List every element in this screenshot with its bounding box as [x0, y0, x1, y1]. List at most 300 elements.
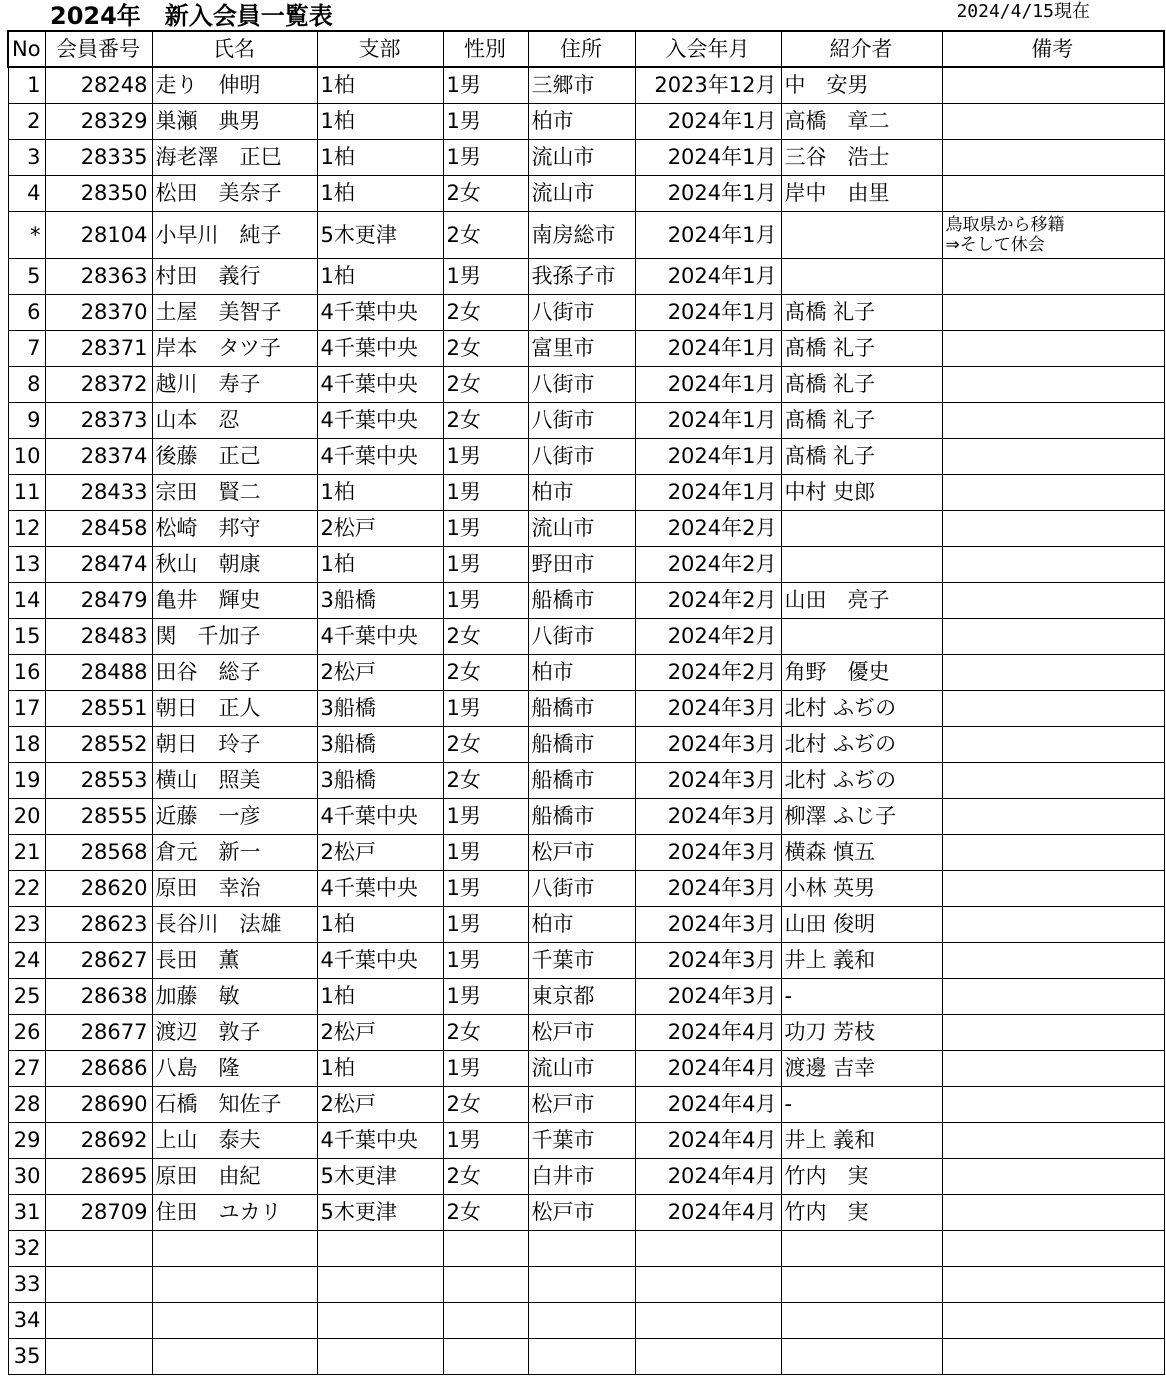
cell-address: 千葉市 — [528, 943, 635, 979]
table-row — [8, 67, 1164, 104]
cell-member-id: 28458 — [45, 511, 152, 547]
cell-referrer: 三谷 浩士 — [781, 140, 942, 176]
cell-member-id: 28372 — [45, 367, 152, 403]
cell-note — [942, 835, 1164, 871]
table-row — [8, 1123, 1164, 1159]
cell-referrer — [781, 511, 942, 547]
cell-name: 石橋 知佐子 — [152, 1087, 317, 1123]
cell-address: 八街市 — [528, 295, 635, 331]
cell-branch: 2松戸 — [317, 511, 443, 547]
cell-joined: 2023年12月 — [635, 67, 781, 104]
cell-referrer — [781, 1303, 942, 1339]
cell-note — [942, 176, 1164, 212]
cell-joined: 2024年2月 — [635, 619, 781, 655]
cell-gender: 2女 — [443, 763, 528, 799]
cell-branch: 1柏 — [317, 140, 443, 176]
table-row — [8, 1303, 1164, 1339]
cell-name: 越川 寿子 — [152, 367, 317, 403]
cell-note — [942, 403, 1164, 439]
cell-branch: 4千葉中央 — [317, 295, 443, 331]
cell-name: 海老澤 正巳 — [152, 140, 317, 176]
table-row — [8, 619, 1164, 655]
table-body — [8, 67, 1164, 1375]
cell-gender: 1男 — [443, 140, 528, 176]
cell-gender — [443, 1267, 528, 1303]
cell-note — [942, 583, 1164, 619]
cell-name: 上山 泰夫 — [152, 1123, 317, 1159]
cell-gender: 1男 — [443, 547, 528, 583]
cell-referrer: 北村 ふぢの — [781, 691, 942, 727]
cell-note — [942, 67, 1164, 104]
cell-joined: 2024年1月 — [635, 259, 781, 295]
column-header-member-id: 会員番号 — [45, 31, 152, 67]
cell-referrer: 北村 ふぢの — [781, 727, 942, 763]
cell-joined: 2024年2月 — [635, 655, 781, 691]
cell-address — [528, 1339, 635, 1375]
cell-joined — [635, 1339, 781, 1375]
cell-referrer — [781, 212, 942, 259]
table-row — [8, 1339, 1164, 1375]
cell-member-id: 28552 — [45, 727, 152, 763]
cell-no: 8 — [8, 367, 45, 403]
cell-member-id: 28692 — [45, 1123, 152, 1159]
cell-joined: 2024年1月 — [635, 140, 781, 176]
cell-joined: 2024年2月 — [635, 547, 781, 583]
cell-no: 30 — [8, 1159, 45, 1195]
cell-no: 17 — [8, 691, 45, 727]
cell-branch: 4千葉中央 — [317, 799, 443, 835]
cell-note — [942, 259, 1164, 295]
cell-referrer — [781, 259, 942, 295]
cell-branch: 2松戸 — [317, 1015, 443, 1051]
table-row — [8, 907, 1164, 943]
cell-no: 6 — [8, 295, 45, 331]
cell-referrer: 山田 亮子 — [781, 583, 942, 619]
cell-referrer: 井上 義和 — [781, 1123, 942, 1159]
cell-name: 秋山 朝康 — [152, 547, 317, 583]
cell-member-id: 28433 — [45, 475, 152, 511]
cell-member-id: 28551 — [45, 691, 152, 727]
cell-branch — [317, 1231, 443, 1267]
cell-address: 白井市 — [528, 1159, 635, 1195]
cell-gender: 1男 — [443, 979, 528, 1015]
cell-address: 八街市 — [528, 439, 635, 475]
cell-name: 巣瀬 典男 — [152, 104, 317, 140]
cell-name: 宗田 賢二 — [152, 475, 317, 511]
cell-joined: 2024年4月 — [635, 1195, 781, 1231]
column-header-address: 住所 — [528, 31, 635, 67]
cell-gender: 1男 — [443, 439, 528, 475]
cell-gender: 1男 — [443, 104, 528, 140]
cell-referrer: 竹内 実 — [781, 1159, 942, 1195]
cell-joined: 2024年3月 — [635, 907, 781, 943]
cell-branch: 4千葉中央 — [317, 1123, 443, 1159]
table-row — [8, 475, 1164, 511]
cell-name: 近藤 一彦 — [152, 799, 317, 835]
table-row — [8, 979, 1164, 1015]
cell-member-id: 28553 — [45, 763, 152, 799]
cell-address: 松戸市 — [528, 1087, 635, 1123]
cell-gender: 2女 — [443, 1159, 528, 1195]
cell-name: 横山 照美 — [152, 763, 317, 799]
cell-gender: 2女 — [443, 176, 528, 212]
cell-member-id: 28363 — [45, 259, 152, 295]
cell-address: 八街市 — [528, 403, 635, 439]
cell-note — [942, 295, 1164, 331]
cell-name — [152, 1231, 317, 1267]
cell-gender: 1男 — [443, 943, 528, 979]
table-row — [8, 943, 1164, 979]
cell-member-id: 28479 — [45, 583, 152, 619]
cell-note — [942, 1051, 1164, 1087]
cell-referrer: 横森 慎五 — [781, 835, 942, 871]
page-title: 2024年 新入会員一覧表 — [50, 2, 333, 30]
table-row — [8, 583, 1164, 619]
cell-joined: 2024年3月 — [635, 835, 781, 871]
cell-member-id: 28690 — [45, 1087, 152, 1123]
cell-branch: 1柏 — [317, 907, 443, 943]
cell-address: 船橋市 — [528, 799, 635, 835]
column-header-name: 氏名 — [152, 31, 317, 67]
cell-member-id: 28568 — [45, 835, 152, 871]
cell-no: 18 — [8, 727, 45, 763]
cell-gender: 2女 — [443, 295, 528, 331]
cell-referrer: 岸中 由里 — [781, 176, 942, 212]
cell-name: 土屋 美智子 — [152, 295, 317, 331]
cell-gender: 2女 — [443, 655, 528, 691]
cell-no: 23 — [8, 907, 45, 943]
cell-member-id: 28374 — [45, 439, 152, 475]
cell-name: 小早川 純子 — [152, 212, 317, 259]
cell-gender: 2女 — [443, 212, 528, 259]
cell-gender: 2女 — [443, 367, 528, 403]
cell-member-id: 28371 — [45, 331, 152, 367]
cell-address: 流山市 — [528, 511, 635, 547]
cell-referrer: 井上 義和 — [781, 943, 942, 979]
cell-address: 松戸市 — [528, 1195, 635, 1231]
cell-address: 東京都 — [528, 979, 635, 1015]
cell-joined: 2024年4月 — [635, 1051, 781, 1087]
cell-member-id: 28627 — [45, 943, 152, 979]
cell-gender: 1男 — [443, 1123, 528, 1159]
cell-gender: 2女 — [443, 727, 528, 763]
cell-member-id: 28677 — [45, 1015, 152, 1051]
cell-referrer: 渡邊 吉幸 — [781, 1051, 942, 1087]
column-header-no: No — [8, 31, 45, 67]
table-row — [8, 871, 1164, 907]
cell-branch: 1柏 — [317, 547, 443, 583]
table-row — [8, 1051, 1164, 1087]
cell-note — [942, 511, 1164, 547]
cell-name: 山本 忍 — [152, 403, 317, 439]
cell-name: 関 千加子 — [152, 619, 317, 655]
cell-referrer: 髙橋 礼子 — [781, 331, 942, 367]
cell-joined: 2024年1月 — [635, 439, 781, 475]
table-row — [8, 403, 1164, 439]
cell-member-id: 28474 — [45, 547, 152, 583]
cell-joined: 2024年3月 — [635, 763, 781, 799]
cell-gender — [443, 1303, 528, 1339]
cell-member-id: 28329 — [45, 104, 152, 140]
cell-joined: 2024年3月 — [635, 691, 781, 727]
cell-address: 松戸市 — [528, 1015, 635, 1051]
cell-note — [942, 619, 1164, 655]
table-row — [8, 655, 1164, 691]
cell-no: 22 — [8, 871, 45, 907]
cell-joined: 2024年1月 — [635, 475, 781, 511]
cell-branch: 5木更津 — [317, 1195, 443, 1231]
cell-note — [942, 331, 1164, 367]
cell-member-id — [45, 1267, 152, 1303]
cell-branch: 1柏 — [317, 176, 443, 212]
table-header-row — [8, 31, 1164, 67]
column-header-branch: 支部 — [317, 31, 443, 67]
cell-address: 柏市 — [528, 104, 635, 140]
cell-name: 長谷川 法雄 — [152, 907, 317, 943]
cell-member-id — [45, 1231, 152, 1267]
table-row — [8, 547, 1164, 583]
cell-member-id: 28620 — [45, 871, 152, 907]
cell-referrer: - — [781, 1087, 942, 1123]
cell-member-id: 28488 — [45, 655, 152, 691]
cell-no: 3 — [8, 140, 45, 176]
cell-joined: 2024年2月 — [635, 511, 781, 547]
cell-joined: 2024年3月 — [635, 979, 781, 1015]
cell-note — [942, 367, 1164, 403]
cell-address: 柏市 — [528, 475, 635, 511]
cell-address: 富里市 — [528, 331, 635, 367]
column-header-gender: 性別 — [443, 31, 528, 67]
cell-member-id: 28373 — [45, 403, 152, 439]
cell-note — [942, 1303, 1164, 1339]
cell-address: 三郷市 — [528, 67, 635, 104]
cell-referrer: 髙橋 礼子 — [781, 403, 942, 439]
cell-gender: 2女 — [443, 1087, 528, 1123]
cell-referrer: 小林 英男 — [781, 871, 942, 907]
cell-joined — [635, 1267, 781, 1303]
cell-branch — [317, 1267, 443, 1303]
cell-note — [942, 1123, 1164, 1159]
cell-joined: 2024年4月 — [635, 1087, 781, 1123]
cell-no: 16 — [8, 655, 45, 691]
table-row — [8, 367, 1164, 403]
cell-no: 24 — [8, 943, 45, 979]
cell-joined: 2024年3月 — [635, 727, 781, 763]
cell-name: 長田 薫 — [152, 943, 317, 979]
cell-no: 2 — [8, 104, 45, 140]
cell-gender: 2女 — [443, 1015, 528, 1051]
cell-name — [152, 1303, 317, 1339]
cell-member-id: 28638 — [45, 979, 152, 1015]
cell-joined: 2024年1月 — [635, 295, 781, 331]
cell-branch: 5木更津 — [317, 212, 443, 259]
cell-address: 南房総市 — [528, 212, 635, 259]
cell-branch: 5木更津 — [317, 1159, 443, 1195]
cell-no: 13 — [8, 547, 45, 583]
cell-referrer — [781, 547, 942, 583]
cell-note — [942, 475, 1164, 511]
cell-address: 船橋市 — [528, 583, 635, 619]
cell-gender: 1男 — [443, 475, 528, 511]
cell-name: 朝日 玲子 — [152, 727, 317, 763]
cell-member-id: 28335 — [45, 140, 152, 176]
cell-address: 松戸市 — [528, 835, 635, 871]
table-row — [8, 799, 1164, 835]
cell-note — [942, 727, 1164, 763]
cell-branch: 3船橋 — [317, 691, 443, 727]
cell-note — [942, 1267, 1164, 1303]
table-row — [8, 176, 1164, 212]
cell-referrer: - — [781, 979, 942, 1015]
cell-address: 流山市 — [528, 1051, 635, 1087]
cell-address: 船橋市 — [528, 691, 635, 727]
cell-no: 15 — [8, 619, 45, 655]
cell-no: 9 — [8, 403, 45, 439]
cell-address: 八街市 — [528, 871, 635, 907]
cell-name: 倉元 新一 — [152, 835, 317, 871]
cell-branch: 4千葉中央 — [317, 943, 443, 979]
cell-name: 朝日 正人 — [152, 691, 317, 727]
cell-branch: 1柏 — [317, 475, 443, 511]
cell-note — [942, 140, 1164, 176]
table-row — [8, 259, 1164, 295]
cell-member-id: 28350 — [45, 176, 152, 212]
cell-branch — [317, 1303, 443, 1339]
cell-name: 松崎 邦守 — [152, 511, 317, 547]
cell-note — [942, 547, 1164, 583]
cell-gender: 1男 — [443, 67, 528, 104]
cell-branch: 4千葉中央 — [317, 871, 443, 907]
cell-branch: 4千葉中央 — [317, 367, 443, 403]
cell-branch: 1柏 — [317, 67, 443, 104]
cell-name: 原田 幸治 — [152, 871, 317, 907]
cell-joined: 2024年2月 — [635, 583, 781, 619]
cell-referrer — [781, 1339, 942, 1375]
cell-gender: 2女 — [443, 619, 528, 655]
cell-address: 柏市 — [528, 907, 635, 943]
cell-joined: 2024年1月 — [635, 212, 781, 259]
cell-referrer: 山田 俊明 — [781, 907, 942, 943]
cell-branch: 4千葉中央 — [317, 439, 443, 475]
cell-no: 7 — [8, 331, 45, 367]
cell-name: 後藤 正己 — [152, 439, 317, 475]
cell-no: 33 — [8, 1267, 45, 1303]
cell-branch: 1柏 — [317, 259, 443, 295]
cell-member-id: 28555 — [45, 799, 152, 835]
cell-joined: 2024年4月 — [635, 1123, 781, 1159]
cell-no: 34 — [8, 1303, 45, 1339]
cell-branch: 2松戸 — [317, 1087, 443, 1123]
cell-gender — [443, 1339, 528, 1375]
cell-member-id: 28709 — [45, 1195, 152, 1231]
table-row — [8, 140, 1164, 176]
cell-referrer — [781, 1231, 942, 1267]
cell-note — [942, 439, 1164, 475]
cell-branch: 4千葉中央 — [317, 403, 443, 439]
cell-no: 20 — [8, 799, 45, 835]
cell-no: * — [8, 212, 45, 259]
cell-gender: 2女 — [443, 403, 528, 439]
table-row — [8, 1015, 1164, 1051]
cell-joined: 2024年3月 — [635, 799, 781, 835]
cell-name: 田谷 総子 — [152, 655, 317, 691]
cell-no: 10 — [8, 439, 45, 475]
cell-branch: 1柏 — [317, 1051, 443, 1087]
cell-name: 走り 伸明 — [152, 67, 317, 104]
cell-no: 4 — [8, 176, 45, 212]
cell-joined — [635, 1231, 781, 1267]
cell-name: 村田 義行 — [152, 259, 317, 295]
cell-gender: 1男 — [443, 691, 528, 727]
cell-gender: 1男 — [443, 871, 528, 907]
cell-address: 我孫子市 — [528, 259, 635, 295]
cell-member-id: 28686 — [45, 1051, 152, 1087]
table-row — [8, 1087, 1164, 1123]
cell-gender: 2女 — [443, 1195, 528, 1231]
table-row — [8, 1231, 1164, 1267]
cell-referrer: 髙橋 礼子 — [781, 295, 942, 331]
cell-name: 八島 隆 — [152, 1051, 317, 1087]
cell-branch: 1柏 — [317, 104, 443, 140]
cell-note — [942, 871, 1164, 907]
cell-gender: 1男 — [443, 799, 528, 835]
table-row — [8, 295, 1164, 331]
table-row — [8, 763, 1164, 799]
cell-note — [942, 691, 1164, 727]
cell-address — [528, 1231, 635, 1267]
table-row — [8, 439, 1164, 475]
cell-note — [942, 1159, 1164, 1195]
cell-no: 26 — [8, 1015, 45, 1051]
cell-member-id — [45, 1339, 152, 1375]
cell-name: 松田 美奈子 — [152, 176, 317, 212]
cell-gender: 1男 — [443, 835, 528, 871]
cell-referrer: 竹内 実 — [781, 1195, 942, 1231]
cell-branch: 3船橋 — [317, 763, 443, 799]
cell-address: 八街市 — [528, 367, 635, 403]
cell-gender: 1男 — [443, 1051, 528, 1087]
column-header-joined: 入会年月 — [635, 31, 781, 67]
cell-joined: 2024年1月 — [635, 104, 781, 140]
cell-no: 19 — [8, 763, 45, 799]
cell-note — [942, 943, 1164, 979]
cell-address: 柏市 — [528, 655, 635, 691]
cell-branch: 2松戸 — [317, 835, 443, 871]
cell-note — [942, 104, 1164, 140]
cell-joined: 2024年1月 — [635, 176, 781, 212]
cell-member-id: 28483 — [45, 619, 152, 655]
cell-joined: 2024年3月 — [635, 943, 781, 979]
cell-no: 32 — [8, 1231, 45, 1267]
cell-referrer: 功刀 芳枝 — [781, 1015, 942, 1051]
table-row — [8, 1195, 1164, 1231]
cell-member-id — [45, 1303, 152, 1339]
column-header-note: 備考 — [942, 31, 1164, 67]
table-row — [8, 511, 1164, 547]
cell-joined: 2024年1月 — [635, 403, 781, 439]
cell-address: 野田市 — [528, 547, 635, 583]
cell-note — [942, 1231, 1164, 1267]
cell-note — [942, 979, 1164, 1015]
cell-no: 14 — [8, 583, 45, 619]
cell-no: 12 — [8, 511, 45, 547]
cell-name — [152, 1267, 317, 1303]
cell-note — [942, 799, 1164, 835]
cell-referrer: 中 安男 — [781, 67, 942, 104]
cell-referrer: 髙橋 礼子 — [781, 367, 942, 403]
cell-member-id: 28623 — [45, 907, 152, 943]
cell-no: 11 — [8, 475, 45, 511]
